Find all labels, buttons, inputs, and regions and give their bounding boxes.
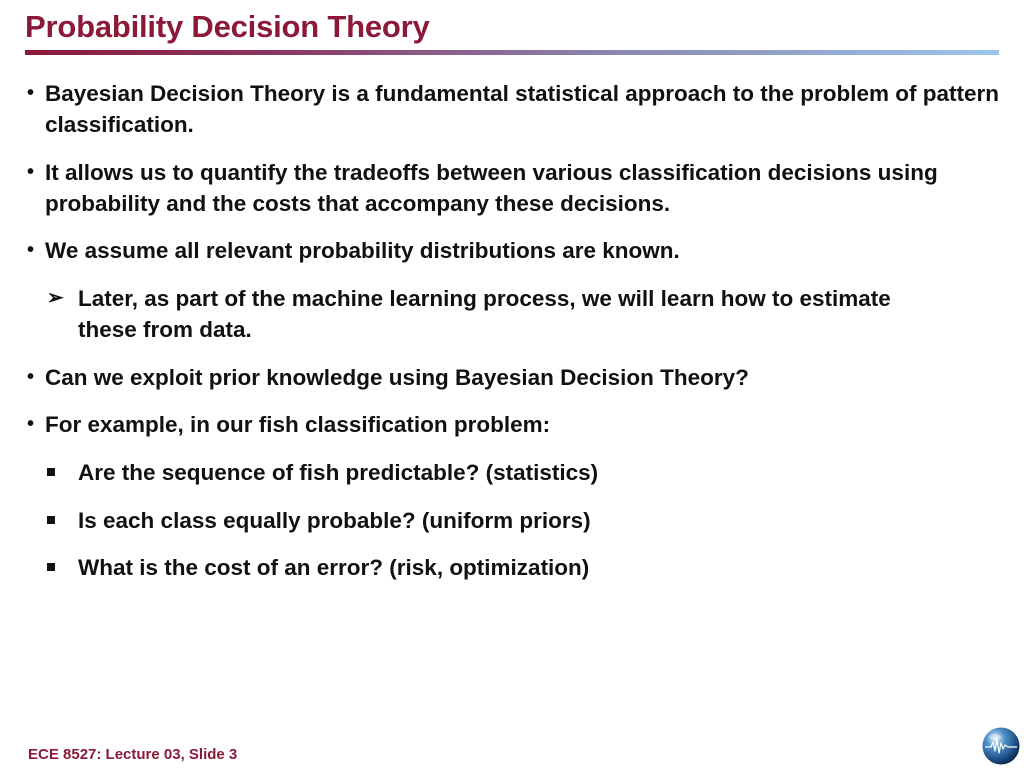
slide-footer: ECE 8527: Lecture 03, Slide 3 <box>28 746 238 763</box>
bullet-item <box>27 78 1005 140</box>
sub-bullet-text: Are the sequence of fish predictable? (statistics) <box>78 460 599 485</box>
title-divider <box>25 50 999 55</box>
bullet-marker: • <box>27 413 35 435</box>
bullet-text: For example, in our fish classification problem: <box>45 412 551 437</box>
square-bullet-icon <box>47 468 55 476</box>
sub-bullet-item <box>78 552 978 583</box>
bullet-text: It allows us to quantify the tradeoffs between various classification decisions using probability and the costs that accompany these decisions. <box>45 160 938 216</box>
bullet-text: We assume all relevant probability distributions are known. <box>45 238 680 263</box>
sub-bullet-text: Is each class equally probable? (uniform priors) <box>78 508 591 533</box>
sub-bullet-text: What is the cost of an error? (risk, optimization) <box>78 555 590 580</box>
sub-bullet-item <box>78 505 978 536</box>
sub-bullet-item <box>78 457 978 488</box>
bullet-marker: • <box>27 161 35 183</box>
bullet-item <box>27 362 1005 393</box>
square-bullet-icon <box>47 563 55 571</box>
bullet-marker: • <box>27 82 35 104</box>
bullet-text: Bayesian Decision Theory is a fundamental statistical approach to the problem of pattern classification. <box>45 81 999 137</box>
bullet-marker: • <box>27 366 35 388</box>
bullet-text: Can we exploit prior knowledge using Bayesian Decision Theory? <box>45 365 749 390</box>
bullet-item <box>27 409 1005 440</box>
square-bullet-icon <box>47 516 55 524</box>
bullet-item <box>27 157 1005 219</box>
slide-title: Probability Decision Theory <box>25 9 430 44</box>
bullet-marker: • <box>27 239 35 261</box>
arrow-bullet-icon: ➢ <box>47 287 64 309</box>
sub-bullet-text: Later, as part of the machine learning process, we will learn how to estimate these from data. <box>78 286 891 342</box>
bullet-item <box>27 235 1005 266</box>
globe-logo-icon <box>981 726 1021 766</box>
sub-bullet-item <box>47 283 918 345</box>
